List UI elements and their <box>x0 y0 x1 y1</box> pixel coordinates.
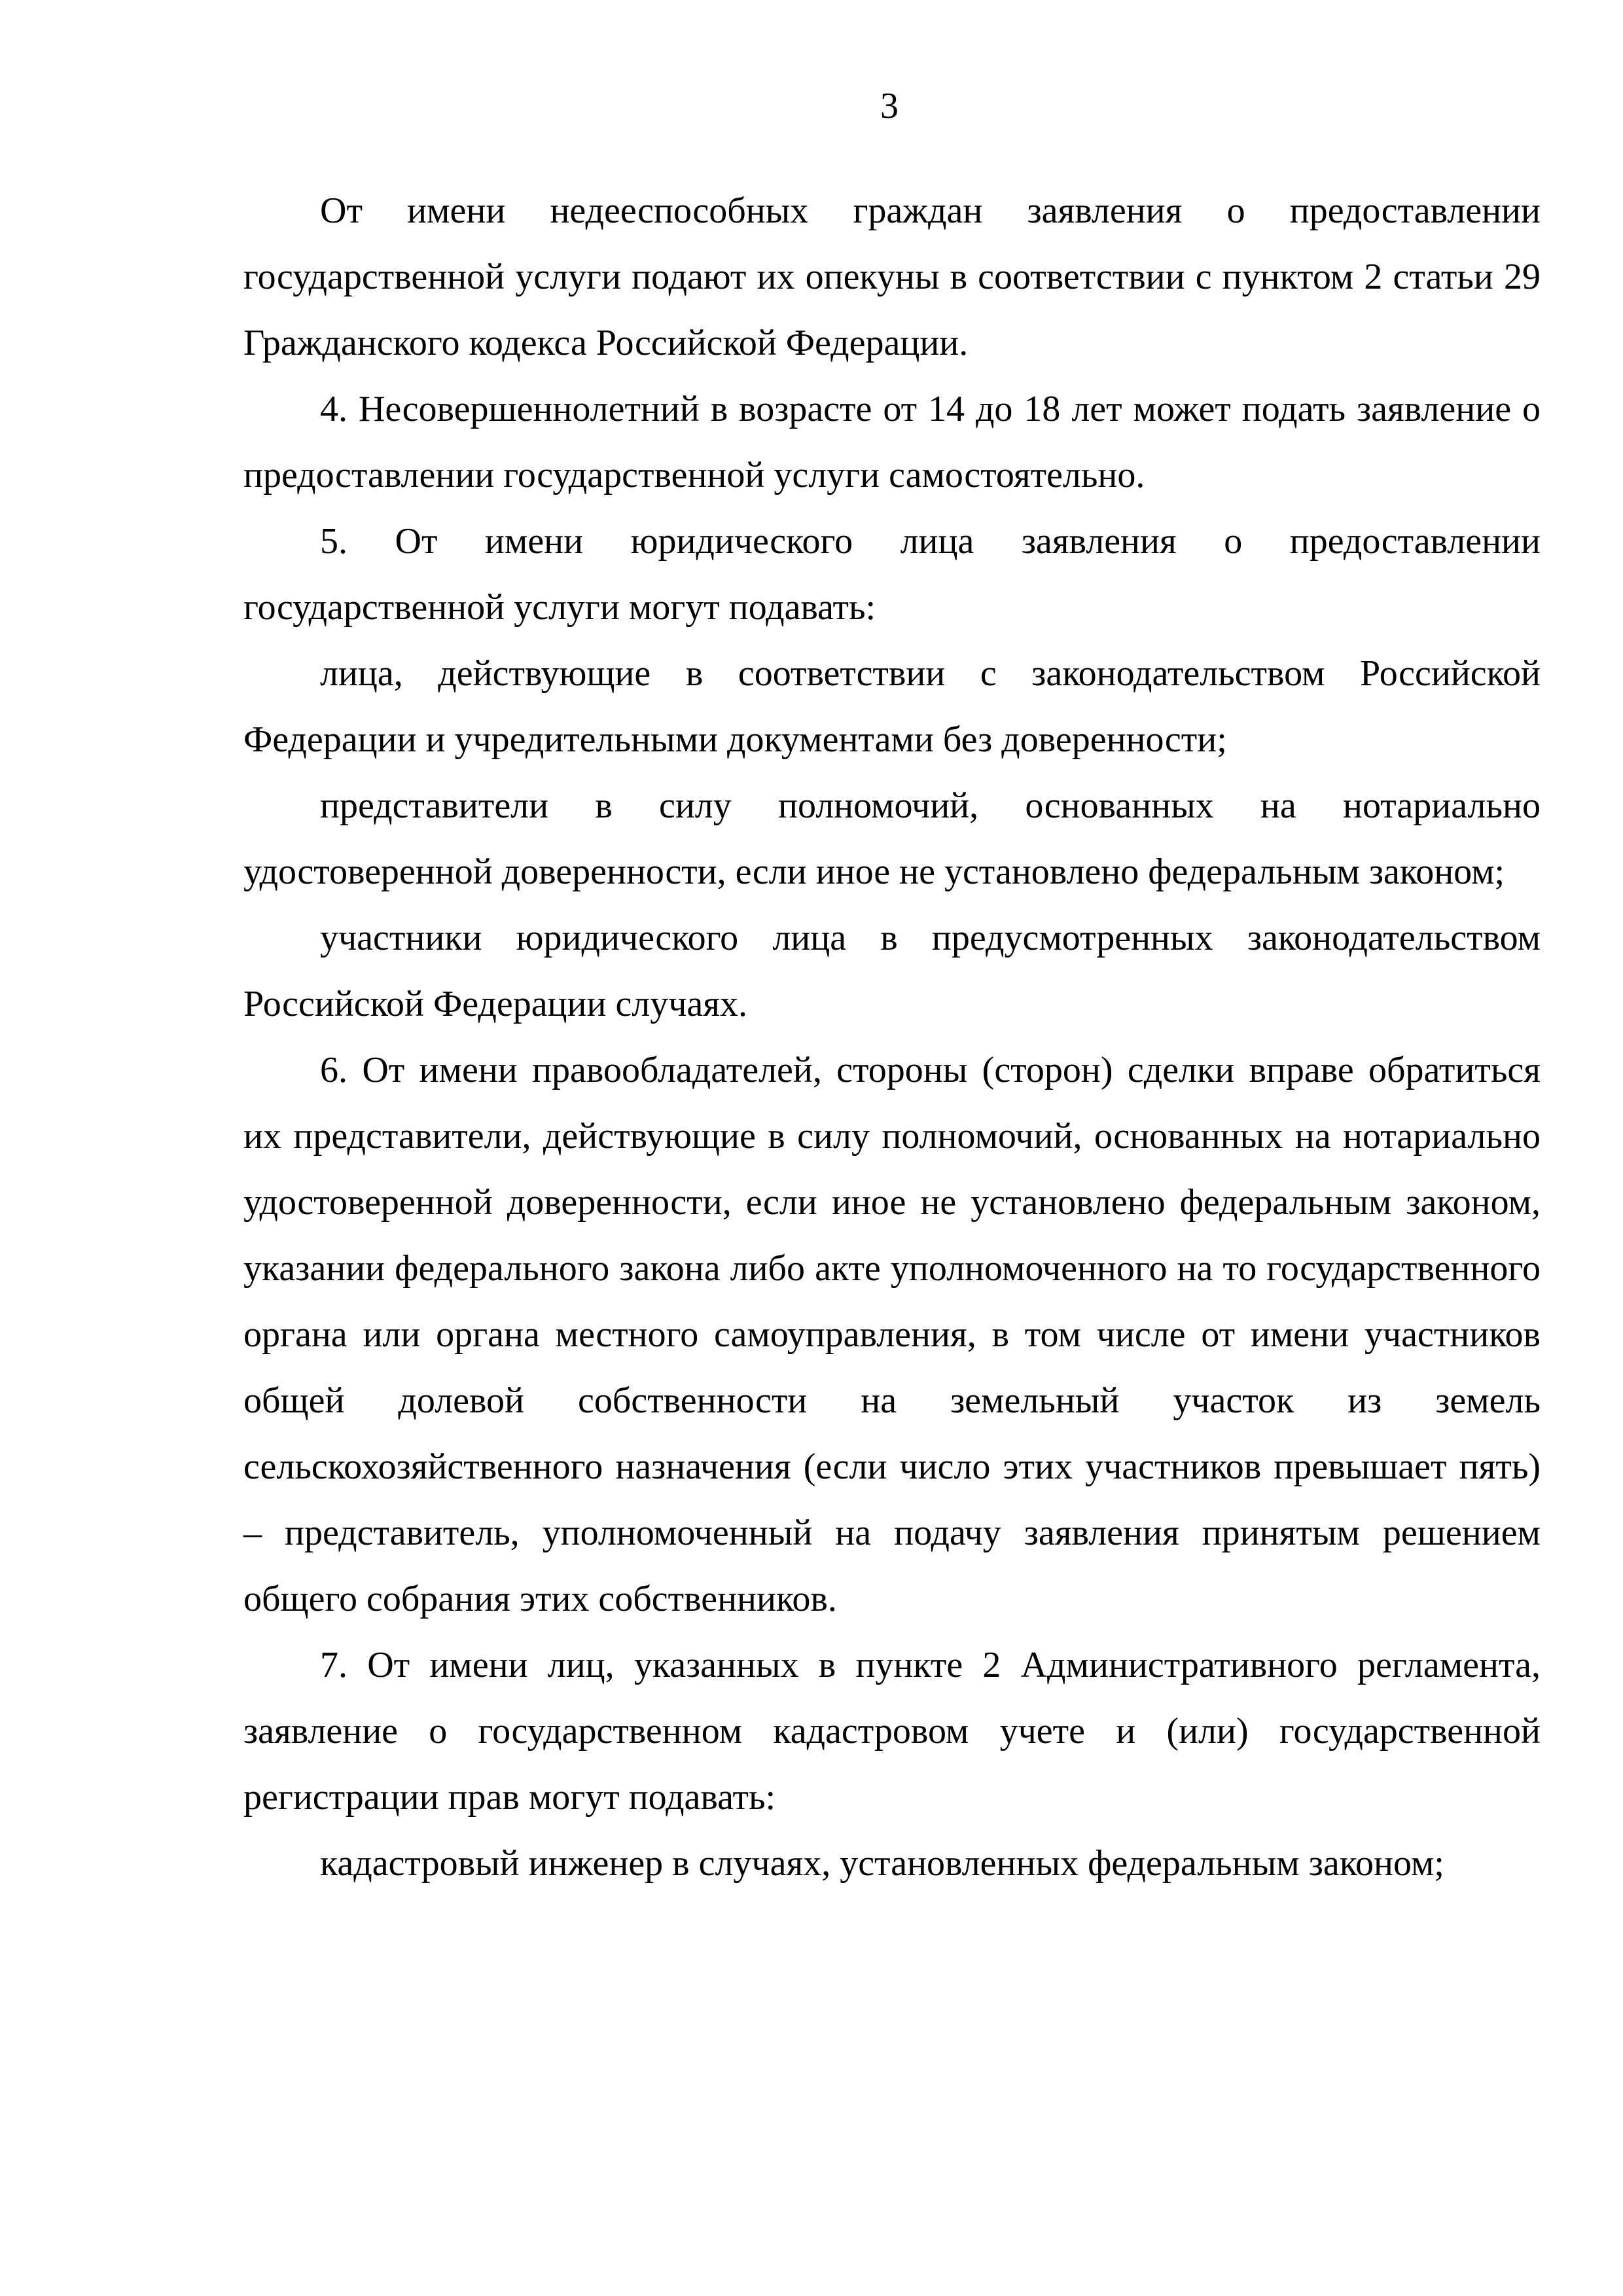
paragraph-guardians: От имени недееспособных граждан заявления о предоставлении государственной услуги подают их опекуны в соответствии с пунктом 2 статьи 29 Гражданского кодекса Российской Федерации. <box>243 190 1541 363</box>
paragraph-item-4: 4. Несовершеннолетний в возрасте от 14 до 18 лет может подать заявление о предоставлении государственной услуги самостоятельно. <box>243 389 1541 495</box>
paragraph-item-7-engineer: кадастровый инженер в случаях, установленных федеральным законом; <box>320 1843 1444 1884</box>
page-number: 3 <box>880 86 899 126</box>
paragraph-item-5-representatives: представители в силу полномочий, основанных на нотариально удостоверенной доверенности, если иное не установлено федеральным законом; <box>243 785 1541 892</box>
paragraph-item-7: 7. От имени лиц, указанных в пункте 2 Административного регламента, заявление о государственном кадастровом учете и (или) государственной регистрации прав могут подавать: <box>243 1645 1541 1818</box>
paragraph-item-5: 5. От имени юридического лица заявления о предоставлении государственной услуги могут подавать: <box>243 521 1541 628</box>
paragraph-item-6: 6. От имени правообладателей, стороны (сторон) сделки вправе обратиться их представители, действующие в силу полномочий, основанных на нотариально удостоверенной доверенности, если иное не установлено федеральным законом, указании федерального закона либо акте уполномоченного на то государственного органа или органа местного самоуправления, в том числе от имени участников общей долевой собственности на земельный участок из земель сельскохозяйственного назначения (если число этих участников превышает пять) – представитель, уполномоченный на подачу заявления принятым решением общего собрания этих собственников. <box>243 1050 1541 1619</box>
paragraph-item-5-participants: участники юридического лица в предусмотренных законодательством Российской Федерации случаях. <box>243 918 1541 1024</box>
document-body <box>243 178 1541 1897</box>
paragraph-item-5-persons: лица, действующие в соответствии с законодательством Российской Федерации и учредительными документами без доверенности; <box>243 653 1541 760</box>
